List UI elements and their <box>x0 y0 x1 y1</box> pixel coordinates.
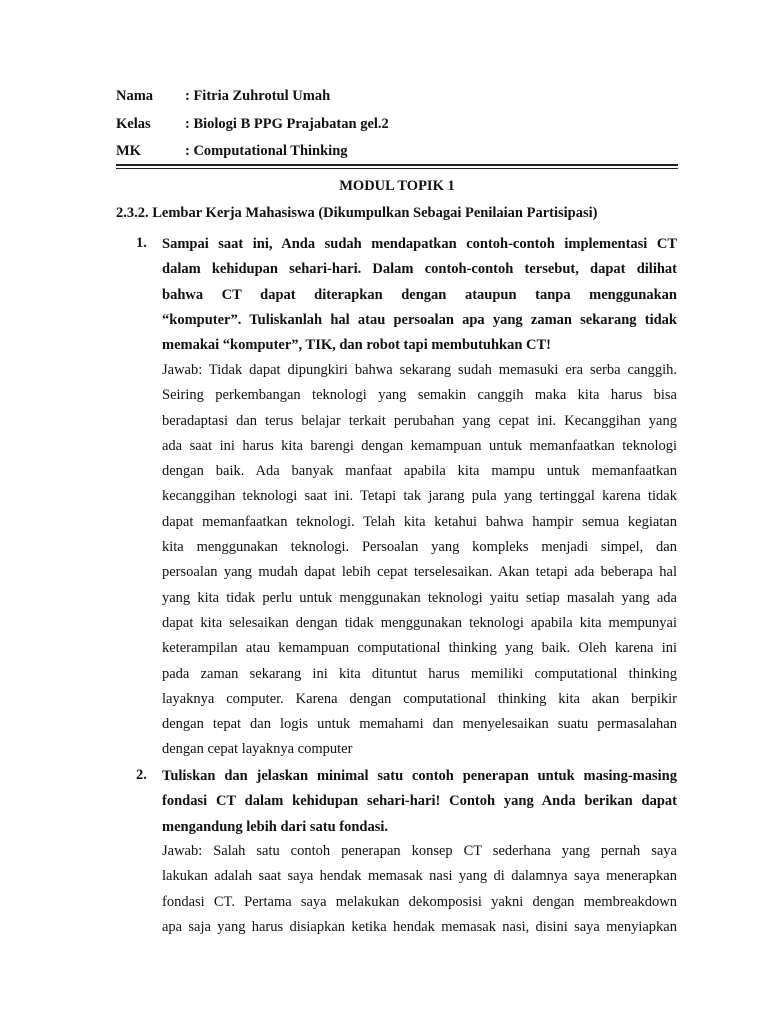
question-1-text <box>162 232 677 358</box>
answer-1-line: layaknya computer. Karena dengan computational thinking kita akan berpikir <box>162 690 677 707</box>
question-1-line: “komputer”. Tuliskanlah hal atau persoalan apa yang zaman sekarang tidak <box>162 311 677 328</box>
answer-1-line: kecanggihan teknologi saat ini. Tetapi tak jarang pula yang tertinggal karena tidak <box>162 488 677 505</box>
class-value: : Biologi B PPG Prajabatan gel.2 <box>185 116 389 132</box>
name-value: : Fitria Zuhrotul Umah <box>185 88 331 104</box>
question-1-line: bahwa CT dapat diterapkan dengan ataupun tanpa menggunakan <box>162 286 677 303</box>
answer-1-line: kita menggunakan teknologi. Persoalan yang kompleks menjadi simpel, dan <box>162 539 677 556</box>
module-title: MODUL TOPIK 1 <box>339 178 455 194</box>
header-name-row <box>116 88 330 105</box>
answer-1-line: ada saat ini harus kita barengi dengan kemampuan untuk memanfaatkan teknologi <box>162 437 677 454</box>
question-1-line: Sampai saat ini, Anda sudah mendapatkan contoh-contoh implementasi CT <box>162 236 677 252</box>
answer-2-line: fondasi CT. Pertama saya melakukan dekomposisi yakni dengan membreakdown <box>162 893 677 910</box>
question-2-text <box>162 764 677 840</box>
header-class-row <box>116 116 389 133</box>
answer-1-line: dapat kita selesaikan dengan tidak menggunakan teknologi apabila kita mempunyai <box>162 614 677 631</box>
answer-1-line: dengan tepat dan logis untuk memahami dan menyelesaikan suatu permasalahan <box>162 716 677 733</box>
header-divider-thick <box>116 164 678 166</box>
answer-1-line: Jawab: Tidak dapat dipungkiri bahwa sekarang sudah memasuki era serba canggih. <box>162 362 677 378</box>
question-1-line: dalam kehidupan sehari-hari. Dalam contoh-contoh tersebut, dapat dilihat <box>162 261 677 278</box>
answer-1-line: persoalan yang mudah dapat lebih cepat terselesaikan. Akan tetapi ada beberapa hal <box>162 564 677 581</box>
answer-1-line: dengan cepat layaknya computer <box>162 741 353 758</box>
answer-1-line: dengan baik. Ada banyak manfaat apabila kita mampu untuk memanfaatkan <box>162 463 677 480</box>
answer-1-text <box>162 358 677 763</box>
class-label: Kelas <box>116 116 151 132</box>
question-2-line: fondasi CT dalam kehidupan sehari-hari! Contoh yang Anda berikan dapat <box>162 793 677 810</box>
question-2-number: 2. <box>136 767 147 783</box>
question-1-number: 1. <box>136 235 147 251</box>
answer-1-line: Seiring perkembangan teknologi yang semakin canggih maka kita harus bisa <box>162 387 677 404</box>
answer-2-line: apa saja yang harus disiapkan ketika hendak memasak nasi, disini saya menyiapkan <box>162 918 677 935</box>
answer-1-line: dapat memanfaatkan teknologi. Telah kita ketahui bahwa hampir semua kegiatan <box>162 513 677 530</box>
answer-1-line: yang kita tidak perlu untuk menggunakan teknologi yaitu setiap masalah yang ada <box>162 589 677 606</box>
section-heading: 2.3.2. Lembar Kerja Mahasiswa (Dikumpulkan Sebagai Penilaian Partisipasi) <box>116 205 598 221</box>
question-1-line: memakai “komputer”, TIK, dan robot tapi membutuhkan CT! <box>162 337 552 354</box>
answer-1-line: pada zaman sekarang ini kita dituntut harus memiliki computational thinking <box>162 665 677 682</box>
name-label: Nama <box>116 88 154 104</box>
course-value: : Computational Thinking <box>185 143 348 159</box>
answer-1-line: keterampilan atau kemampuan computational thinking yang baik. Oleh karena ini <box>162 640 677 657</box>
course-label: MK <box>116 143 141 159</box>
header-divider-thin <box>116 168 678 169</box>
question-2-line: mengandung lebih dari satu fondasi. <box>162 818 389 835</box>
answer-2-text <box>162 839 677 940</box>
answer-2-line: Jawab: Salah satu contoh penerapan konsep CT sederhana yang pernah saya <box>162 843 677 859</box>
answer-1-line: beradaptasi dan terus belajar terkait perubahan yang cepat ini. Kecanggihan yang <box>162 412 677 429</box>
answer-2-line: lakukan adalah saat saya hendak memasak nasi yang di dalamnya saya menerapkan <box>162 868 677 885</box>
question-2-line: Tuliskan dan jelaskan minimal satu contoh penerapan untuk masing-masing <box>162 768 677 784</box>
header-course-row <box>116 143 348 160</box>
